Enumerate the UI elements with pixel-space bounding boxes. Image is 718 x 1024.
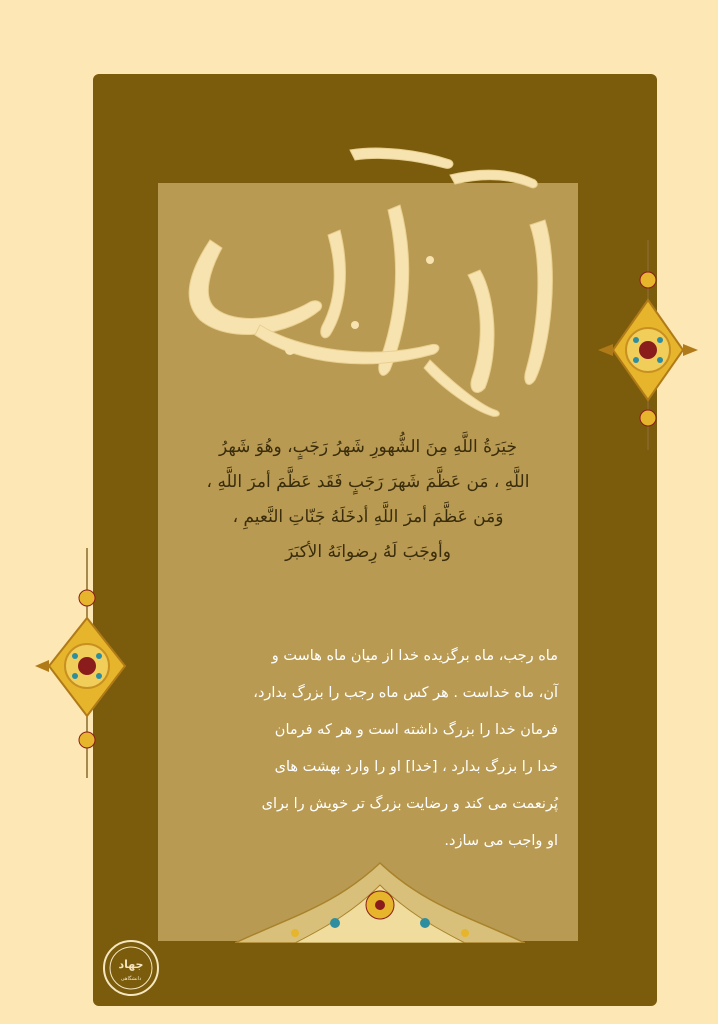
arabic-hadith: [178, 430, 558, 570]
logo-text: جهاد: [118, 958, 144, 971]
arabic-line: وأوجَبَ لَهُ رِضوانَهُ الأكبَرَ: [285, 542, 451, 562]
arabic-line: اللَّهِ ، مَن عَظَّمَ شَهرَ رَجَبٍ فَقَد عَظَّمَ أمرَ اللَّهِ ،: [206, 472, 530, 492]
arabic-line: وَمَن عَظَّمَ أمرَ اللَّهِ أدخَلَهُ جَنّاتِ النَّعيمِ ،: [232, 507, 504, 527]
right-ornament-icon: [598, 240, 698, 450]
persian-line: پُرنعمت می کند و رضایت بزرگ تر خویش را برای: [261, 796, 558, 812]
bottom-ornament-icon: [235, 855, 525, 943]
persian-line: فرمان خدا را بزرگ داشته است و هر که فرمان: [274, 722, 558, 738]
jahad-logo: [101, 938, 161, 998]
persian-line: او واجب می سازد.: [444, 833, 558, 849]
left-ornament-icon: [35, 548, 135, 778]
calligraphy-title: [150, 120, 590, 420]
persian-line: ماه رجب، ماه برگزیده خدا از میان ماه هاست و: [271, 648, 558, 664]
persian-translation: [178, 638, 558, 860]
persian-line: خدا را بزرگ بدارد ، [خدا] او را وارد بهشت های: [274, 759, 558, 775]
persian-line: آن، ماه خداست . هر کس ماه رجب را بزرگ بدارد،: [253, 685, 558, 701]
logo-subtext: دانشگاهی: [120, 976, 142, 982]
arabic-line: خِیَرَةُ اللَّهِ مِنَ الشُّهورِ شَهرُ رَجَبٍ، وهُوَ شَهرُ: [218, 437, 518, 457]
